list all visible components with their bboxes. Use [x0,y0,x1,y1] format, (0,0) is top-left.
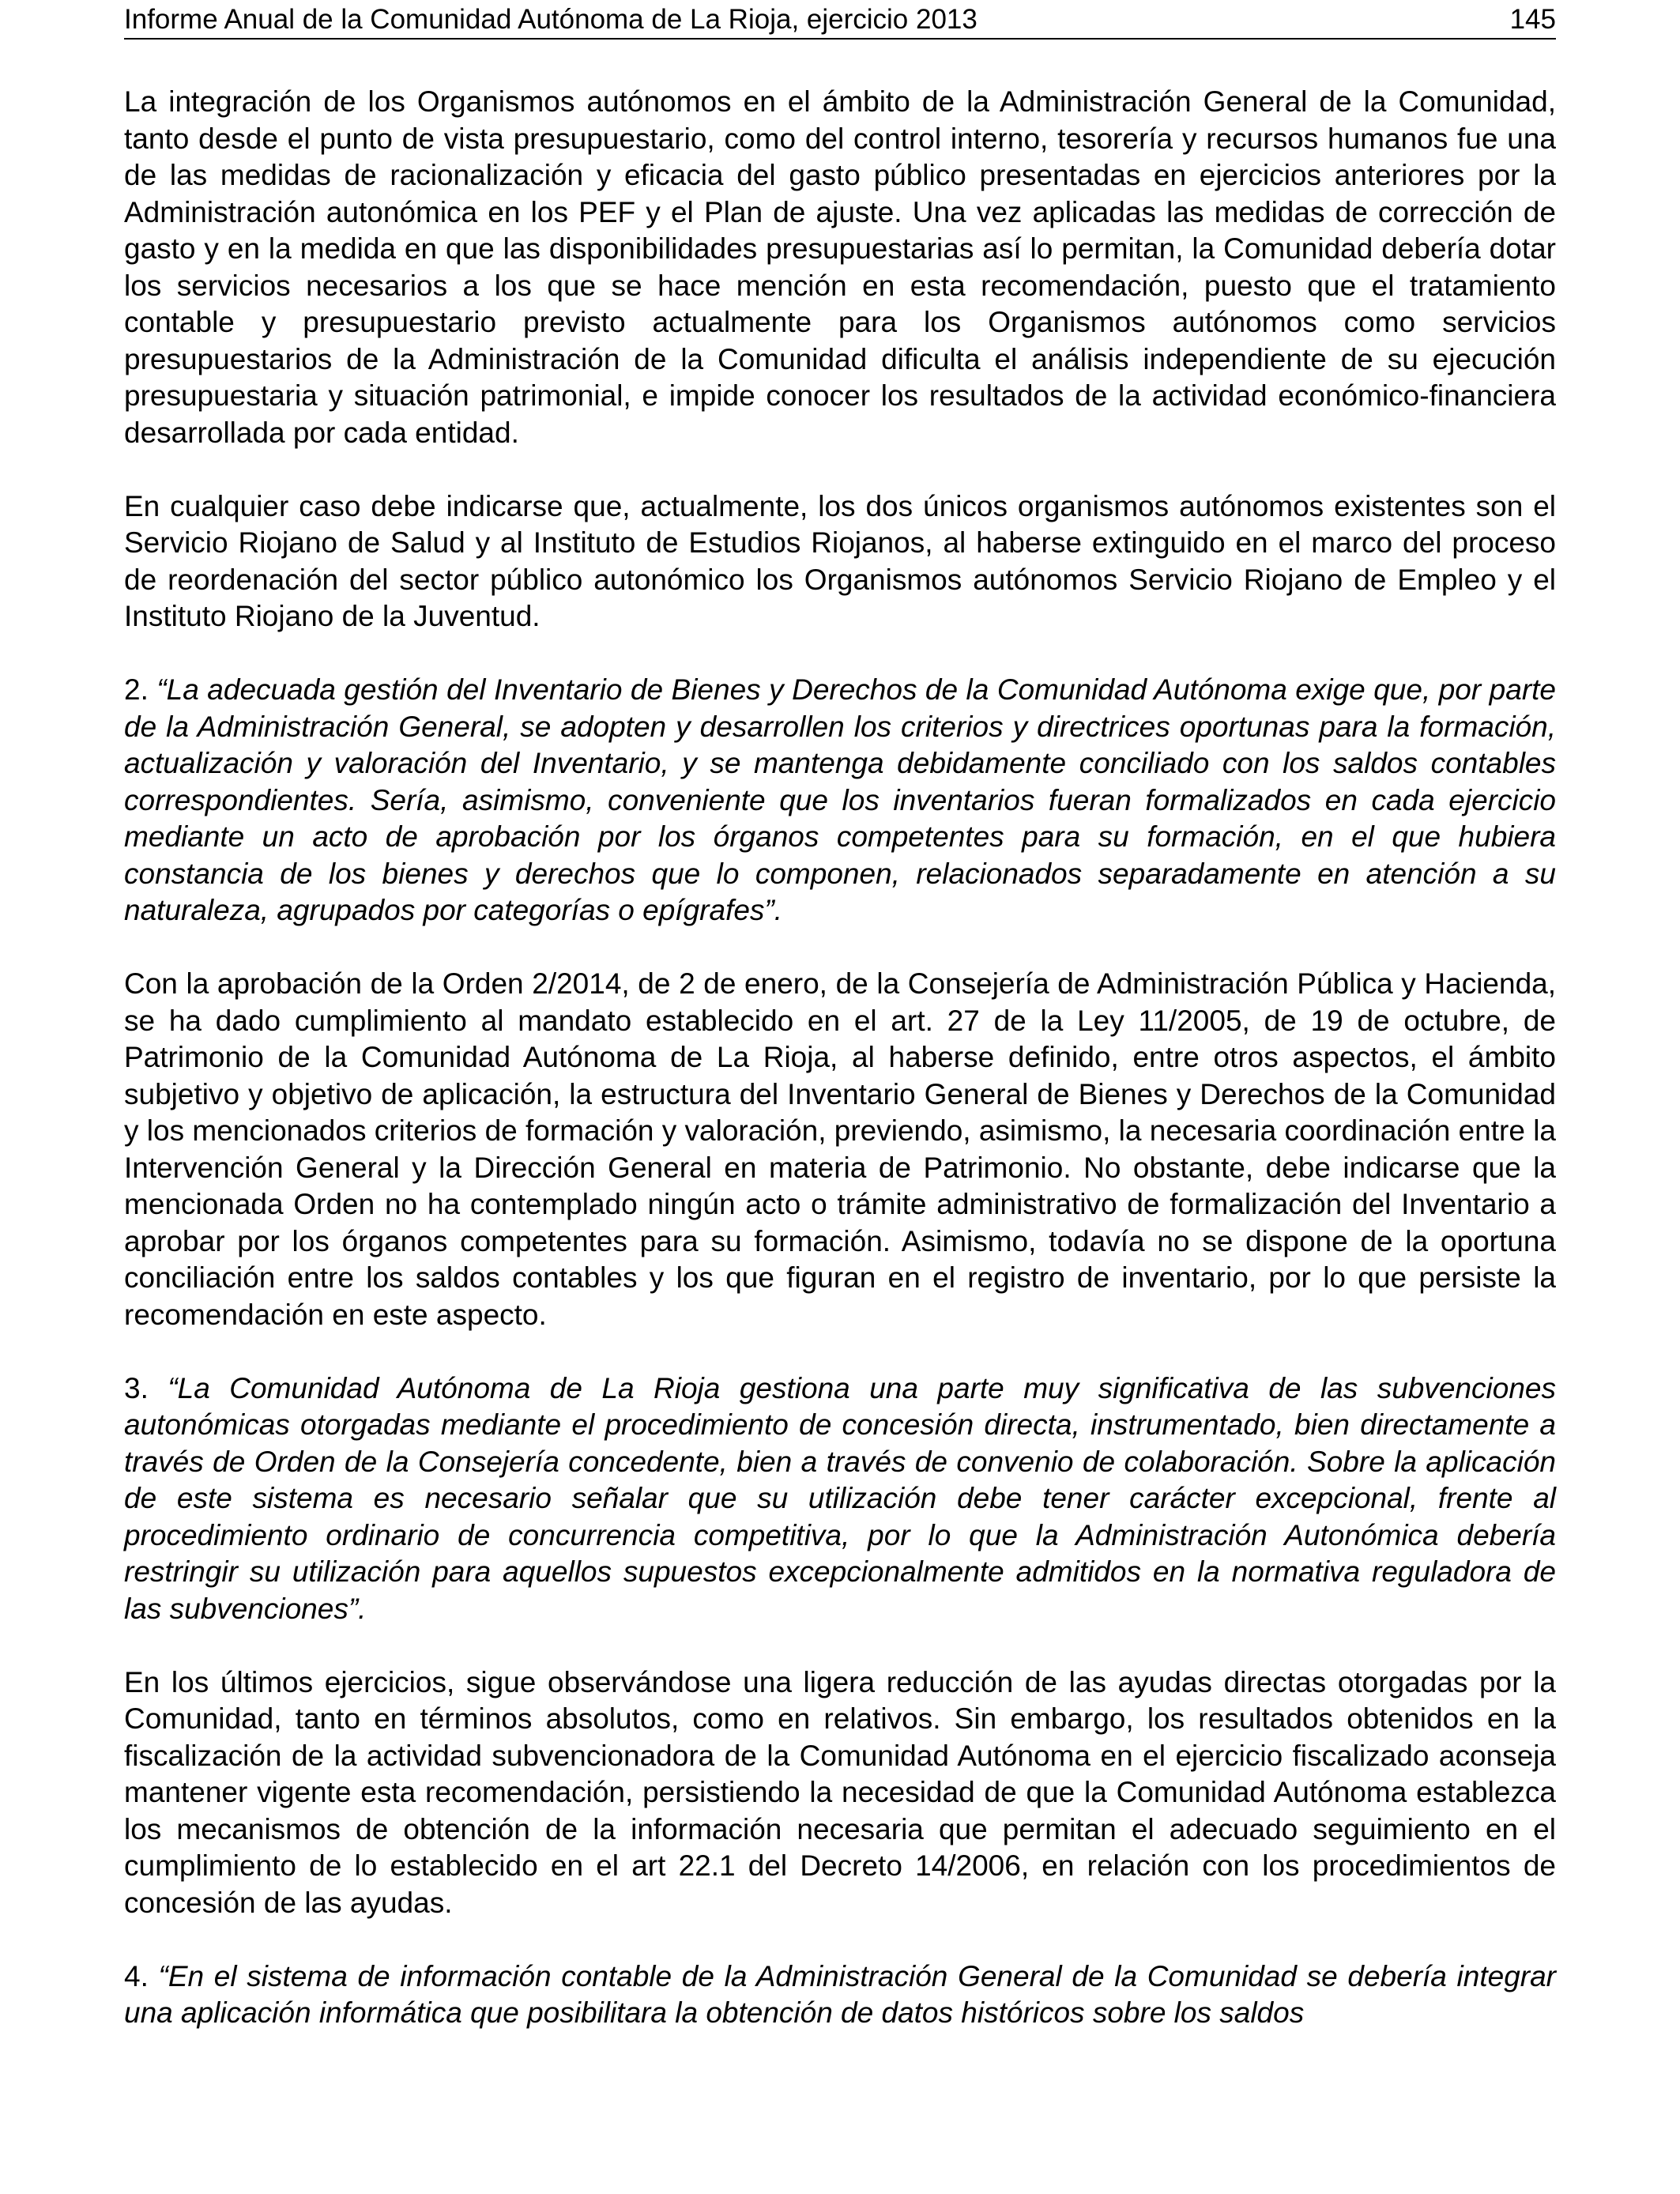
document-body [124,84,1556,2032]
recommendation-2-number: 2. [124,673,157,706]
paragraph-orden-inventario: Con la aprobación de la Orden 2/2014, de 2 de enero, de la Consejería de Administración Pública y Hacienda, se ha dado cumplimiento al mandato establecido en el art. 27 de la Ley 11/2005, de 19 de octubre, de Patrimonio de la Comunidad Autónoma de La Rioja, al haberse definido, entre otros aspectos, el ámbito subjetivo y objetivo de aplicación, la estructura del Inventario General de Bienes y Derechos de la Comunidad y los mencionados criterios de formación y valoración, previendo, asimismo, la necesaria coordinación entre la Intervención General y la Dirección General en materia de Patrimonio. No obstante, debe indicarse que la mencionada Orden no ha contemplado ningún acto o trámite administrativo de formalización del Inventario a aprobar por los órganos competentes para su formación. Asimismo, todavía no se dispone de la oportuna conciliación entre los saldos contables y los que figuran en el registro de inventario, por lo que persiste la recomendación en este aspecto. [124,967,1556,1331]
header-title: Informe Anual de la Comunidad Autónoma de La Rioja, ejercicio 2013 [124,4,977,35]
recommendation-2-quote: “La adecuada gestión del Inventario de Bienes y Derechos de la Comunidad Autónoma exige que, por parte de la Administración General, se adopten y desarrollen los criterios y directrices oportunas para la formación, actualización y valoración del Inventario, y se mantenga debidamente conciliado con los saldos contables correspondientes. Sería, asimismo, conveniente que los inventarios fueran formalizados en cada ejercicio mediante un acto de aprobación por los órganos competentes para su formación, en el que hubiera constancia de los bienes y derechos que lo componen, relacionados separadamente en atención a su naturaleza, agrupados por categorías o epígrafes”. [124,673,1556,926]
paragraph-ayudas-directas: En los últimos ejercicios, sigue observándose una ligera reducción de las ayudas directas otorgadas por la Comunidad, tanto en términos absolutos, como en relativos. Sin embargo, los resultados obtenidos en la fiscalización de la actividad subvencionadora de la Comunidad Autónoma en el ejercicio fiscalizado aconseja mantener vigente esta recomendación, persistiendo la necesidad de que la Comunidad Autónoma establezca los mecanismos de obtención de la información necesaria que permitan el adecuado seguimiento en el cumplimiento de lo establecido en el art 22.1 del Decreto 14/2006, en relación con los procedimientos de concesión de las ayudas. [124,1665,1556,1919]
page-number: 145 [1509,4,1556,35]
page-header [124,2,1556,40]
recommendation-4 [124,1958,1556,2032]
paragraph-organismos-existentes: En cualquier caso debe indicarse que, actualmente, los dos únicos organismos autónomos existentes son el Servicio Riojano de Salud y al Instituto de Estudios Riojanos, al haberse extinguido en el marco del proceso de reordenación del sector público autonómico los Organismos autónomos Servicio Riojano de Empleo y el Instituto Riojano de la Juventud. [124,489,1556,632]
paragraph-organismos-integracion: La integración de los Organismos autónomos en el ámbito de la Administración General de la Comunidad, tanto desde el punto de vista presupuestario, como del control interno, tesorería y recursos humanos fue una de las medidas de racionalización y eficacia del gasto público presentadas en ejercicios anteriores por la Administración autonómica en los PEF y el Plan de ajuste. Una vez aplicadas las medidas de corrección de gasto y en la medida en que las disponibilidades presupuestarias así lo permitan, la Comunidad debería dotar los servicios necesarios a los que se hace mención en esta recomendación, puesto que el tratamiento contable y presupuestario previsto actualmente para los Organismos autónomos como servicios presupuestarios de la Administración de la Comunidad dificulta el análisis independiente de su ejecución presupuestaria y situación patrimonial, e impide conocer los resultados de la actividad económico-financiera desarrollada por cada entidad. [124,85,1556,449]
recommendation-2 [124,672,1556,929]
recommendation-4-quote: “En el sistema de información contable de la Administración General de la Comunidad se debería integrar una aplicación informática que posibilitara la obtención de datos históricos sobre los saldos [124,1959,1557,2029]
recommendation-3-quote: “La Comunidad Autónoma de La Rioja gestiona una parte muy significativa de las subvenciones autonómicas otorgadas mediante el procedimiento de concesión directa, instrumentado, bien directamente a través de Orden de la Consejería concedente, bien a través de convenio de colaboración. Sobre la aplicación de este sistema es necesario señalar que su utilización debe tener carácter excepcional, frente al procedimiento ordinario de concurrencia competitiva, por lo que la Administración Autonómica debería restringir su utilización para aquellos supuestos excepcionalmente admitidos en la normativa reguladora de las subvenciones”. [124,1371,1556,1625]
recommendation-3 [124,1370,1556,1628]
recommendation-3-number: 3. [124,1371,168,1404]
recommendation-4-number: 4. [124,1959,159,1992]
